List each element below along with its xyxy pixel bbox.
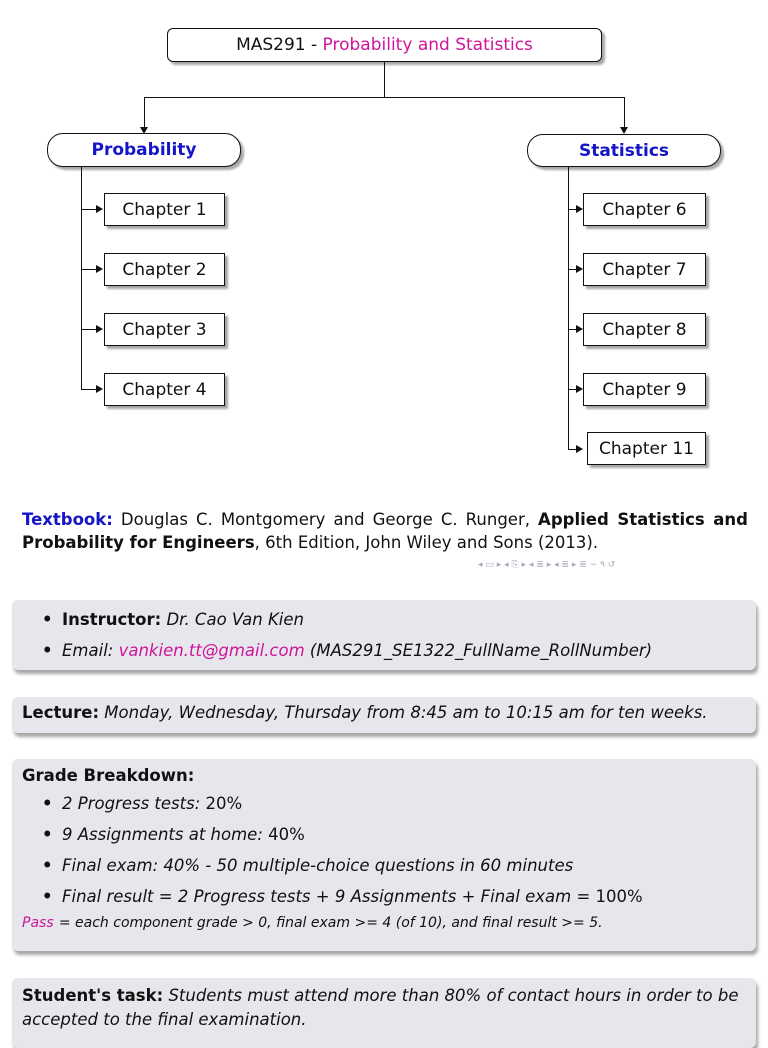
connector [81, 389, 97, 390]
pass-rule [22, 912, 756, 933]
connector [81, 209, 97, 210]
grade-item-name: Final exam: [62, 856, 159, 875]
chapter-label: Chapter 4 [122, 379, 207, 400]
grade-item [42, 788, 756, 819]
grade-item [42, 850, 756, 881]
textbook-reference [22, 508, 748, 554]
connector [624, 97, 625, 127]
statistics-box [527, 134, 721, 167]
chapter-label: Chapter 2 [122, 259, 207, 280]
instructor-name: Dr. Cao Van Kien [166, 610, 304, 629]
connector [81, 269, 97, 270]
chapter-box [583, 313, 706, 346]
grade-item-name: 9 Assignments at home: [62, 825, 263, 844]
arrow-right-icon [96, 385, 103, 393]
chapter-box [104, 313, 225, 346]
chapter-label: Chapter 9 [602, 379, 687, 400]
chapter-box [104, 193, 225, 226]
connector [81, 167, 82, 389]
arrow-right-icon [576, 205, 583, 213]
arrow-right-icon [576, 385, 583, 393]
grade-item-name: 2 Progress tests: [62, 794, 201, 813]
lecture-panel [12, 697, 756, 733]
chapter-label: Chapter 3 [122, 319, 207, 340]
task-label: Student's task: [22, 986, 164, 1005]
grade-item-name: Final result = 2 Progress tests + 9 Assignments + Final exam = [62, 887, 591, 906]
chapter-label: Chapter 8 [602, 319, 687, 340]
instructor-panel [12, 600, 756, 670]
connector [144, 97, 145, 127]
chapter-label: Chapter 6 [602, 199, 687, 220]
pass-word: Pass [22, 915, 54, 931]
arrow-down-icon [620, 127, 628, 134]
textbook-title: Applied Statistics and Probability for Engineers [22, 510, 748, 552]
grade-heading: Grade Breakdown: [22, 766, 195, 785]
textbook-label: Textbook: [22, 510, 113, 529]
email-link[interactable]: vankien.tt@gmail.com [118, 641, 305, 660]
probability-label: Probability [91, 140, 197, 160]
arrow-right-icon [96, 265, 103, 273]
connector [81, 329, 97, 330]
instructor-label: Instructor: [62, 610, 162, 629]
chapter-box [583, 253, 706, 286]
arrow-right-icon [576, 445, 583, 453]
chapter-box [104, 373, 225, 406]
textbook-authors: Douglas C. Montgomery and George C. Runger, [120, 510, 539, 529]
course-code: MAS291 - [236, 35, 323, 55]
chapter-box [583, 193, 706, 226]
course-title: Probability and Statistics [322, 35, 533, 55]
connector [384, 62, 385, 97]
arrow-right-icon [576, 265, 583, 273]
task-text: Students must attend more than 80% of contact hours in order to be accepted to the final examination. [22, 986, 739, 1029]
arrow-right-icon [96, 325, 103, 333]
grade-item-value: 40% - 50 multiple-choice questions in 60 minutes [163, 856, 574, 875]
connector [144, 97, 625, 98]
email-format: (MAS291_SE1322_FullName_RollNumber) [309, 641, 653, 660]
grade-panel [12, 759, 756, 951]
lecture-label: Lecture: [22, 703, 100, 722]
grade-item [42, 881, 756, 912]
arrow-right-icon [576, 325, 583, 333]
statistics-label: Statistics [578, 140, 670, 161]
chapter-box [104, 253, 225, 286]
arrow-right-icon [96, 205, 103, 213]
probability-box [47, 133, 241, 167]
email-item [42, 635, 756, 666]
chapter-label: Chapter 1 [122, 199, 207, 220]
navigation-controls[interactable]: ◂ ▭ ▸ ◂ ⎘ ▸ ◂ ≣ ▸ ◂ ≣ ▸ ≣ ∽ ٩ ↺ [478, 560, 616, 570]
textbook-details: , 6th Edition, John Wiley and Sons (2013). [254, 533, 599, 552]
grade-item-value: 100% [595, 887, 643, 906]
chapter-label: Chapter 11 [598, 438, 694, 459]
chapter-label: Chapter 7 [602, 259, 687, 280]
grade-item [42, 819, 756, 850]
grade-item-value: 20% [205, 794, 243, 813]
email-label: Email: [62, 641, 114, 660]
instructor-item [42, 604, 756, 635]
lecture-schedule: Monday, Wednesday, Thursday from 8:45 am to 10:15 am for ten weeks. [104, 703, 708, 722]
task-panel [12, 978, 756, 1048]
chapter-box [583, 373, 706, 406]
grade-item-value: 40% [268, 825, 305, 844]
chapter-box [587, 432, 706, 465]
pass-rule-text: = each component grade > 0, final exam >= 4 (of 10), and final result >= 5. [58, 915, 603, 931]
course-title-box [167, 28, 602, 62]
